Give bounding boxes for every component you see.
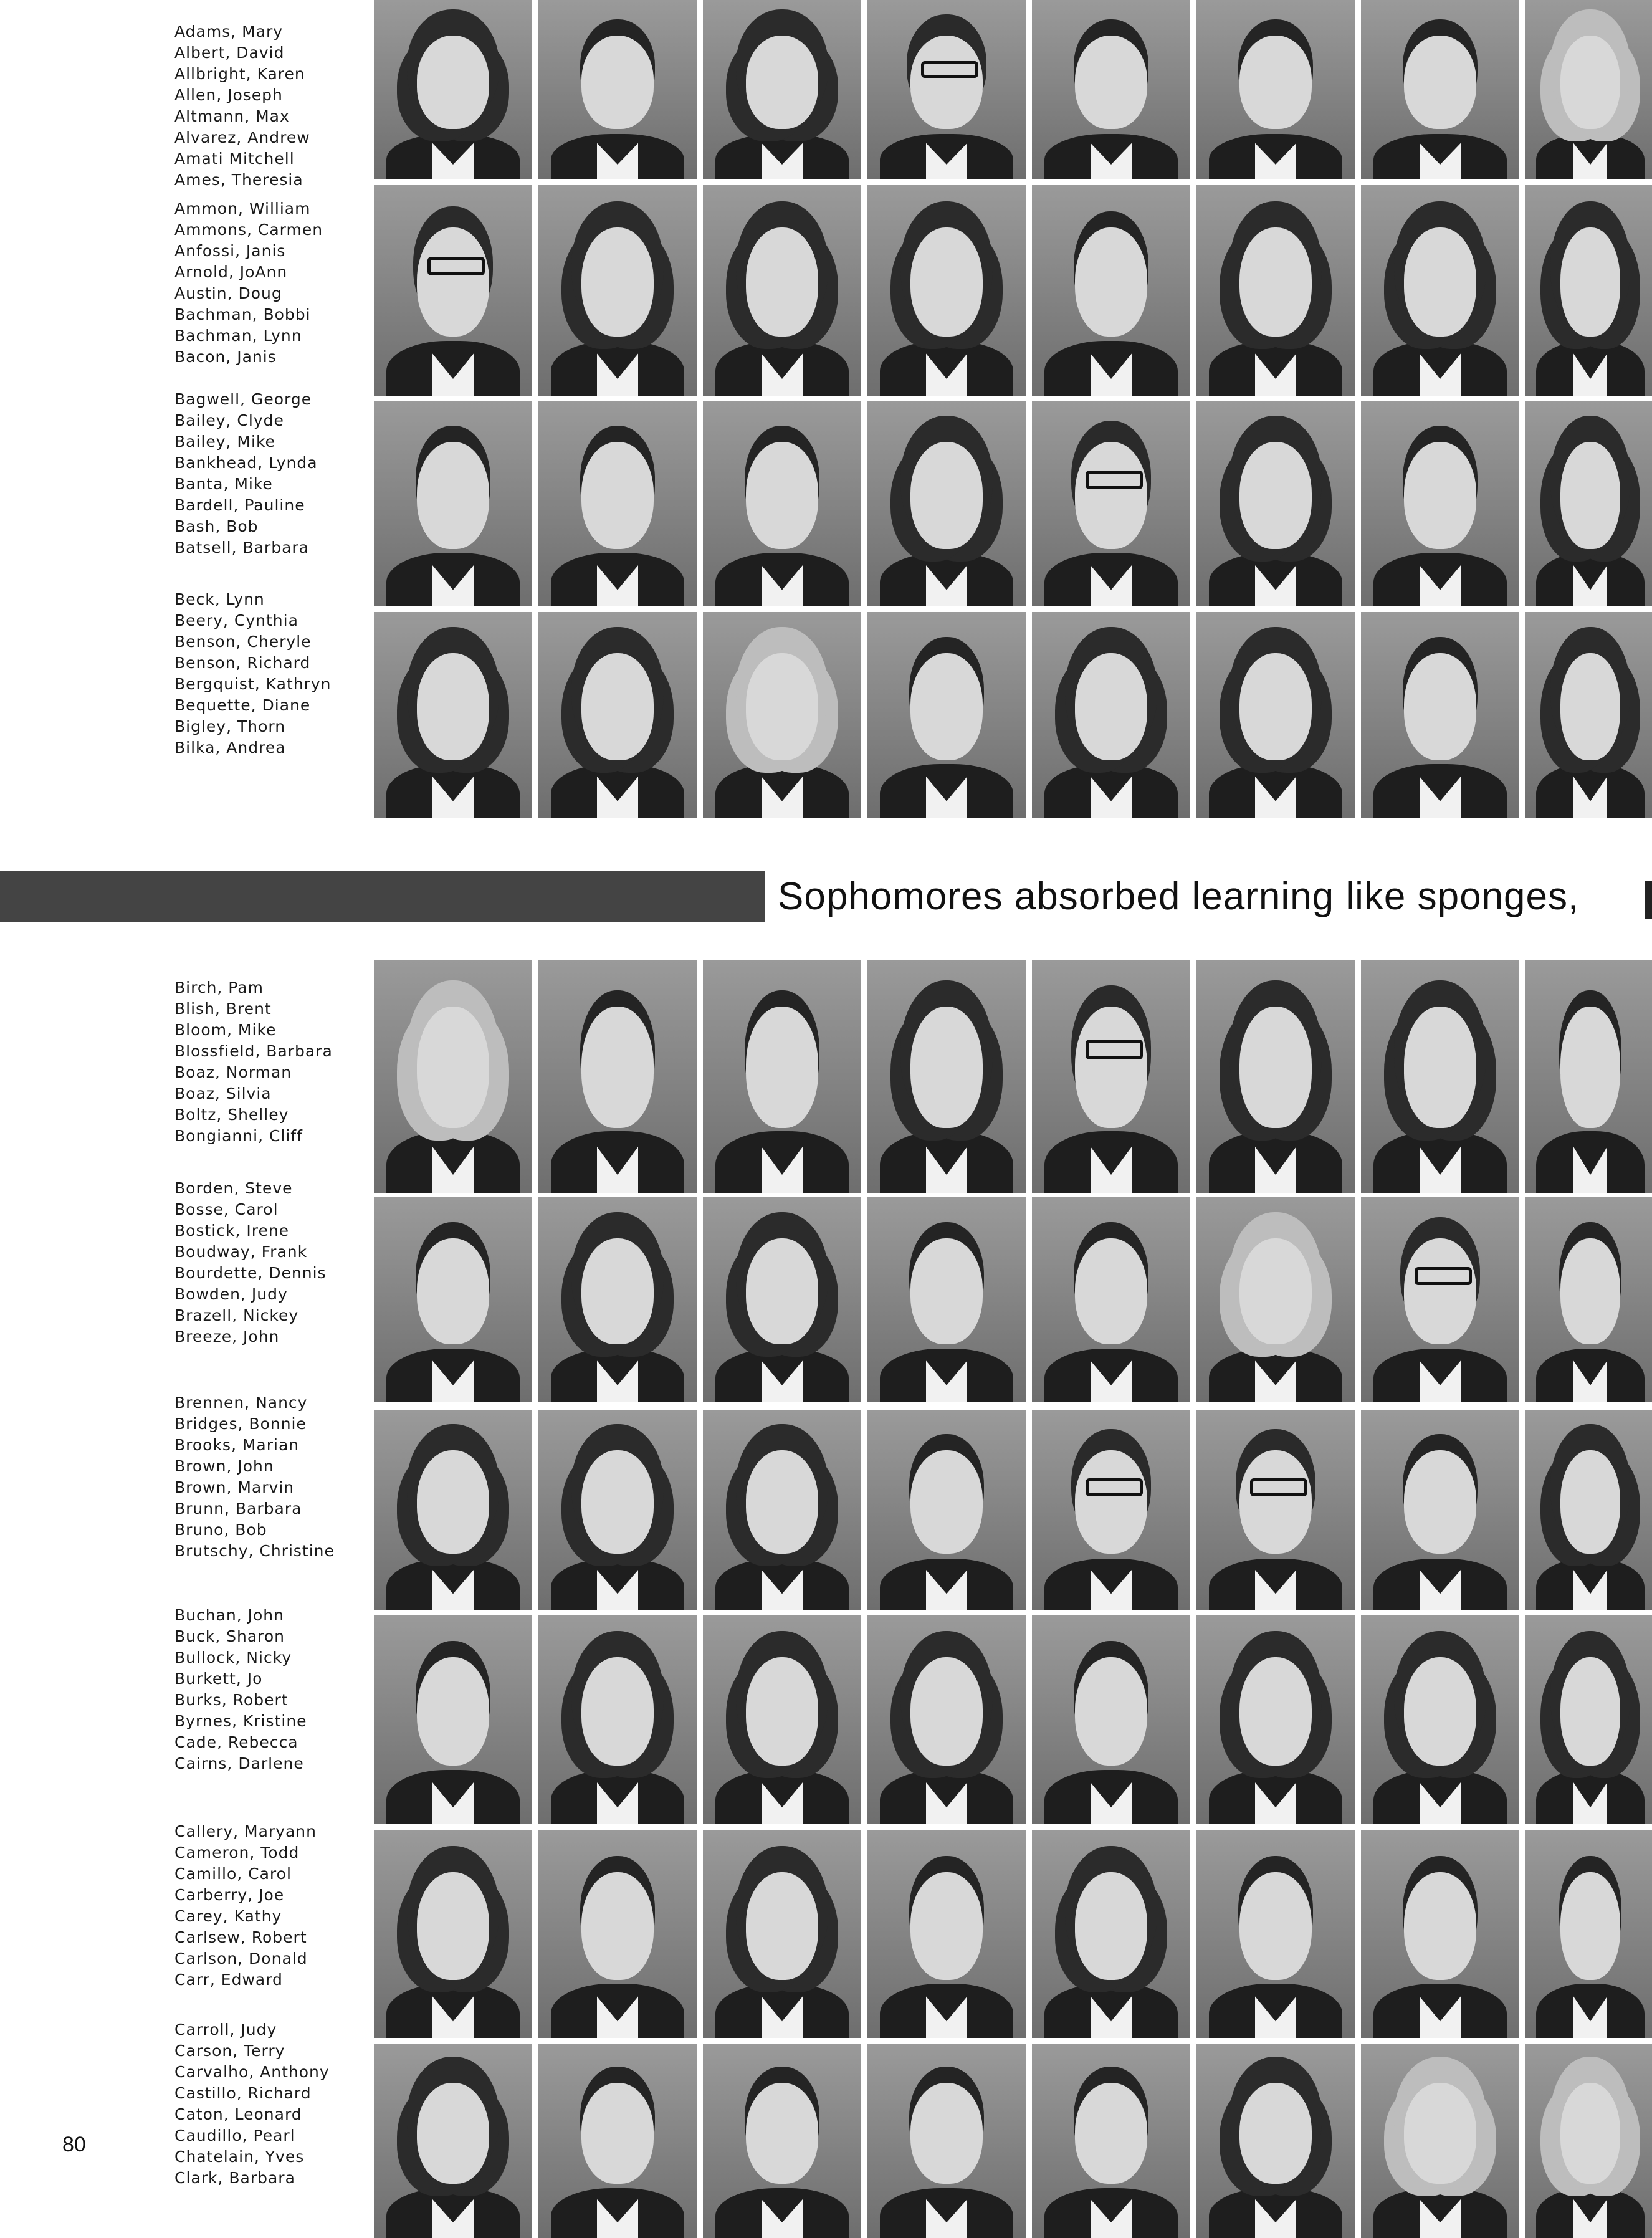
name-list — [174, 21, 361, 191]
student-portrait — [1361, 960, 1519, 1193]
student-portrait — [1361, 185, 1519, 396]
student-name: Bourdette, Dennis — [174, 1264, 327, 1282]
photo-row — [374, 401, 1652, 606]
student-name: Brutschy, Christine — [174, 1542, 335, 1560]
student-portrait — [1032, 612, 1190, 818]
student-portrait — [1032, 401, 1190, 606]
student-name: Carr, Edward — [174, 1971, 283, 1989]
student-portrait — [1525, 612, 1652, 818]
portrait-head — [1075, 442, 1148, 549]
photo-row — [374, 1410, 1652, 1610]
name-list — [174, 977, 361, 1147]
student-portrait — [703, 1830, 861, 2038]
headline-bar — [0, 871, 765, 922]
student-name: Allen, Joseph — [174, 86, 283, 104]
student-name: Bostick, Irene — [174, 1222, 290, 1240]
headline-edge-mark — [1645, 881, 1652, 919]
student-name: Austin, Doug — [174, 284, 282, 302]
portrait-head — [746, 227, 819, 337]
portrait-head — [746, 442, 819, 549]
student-portrait — [1361, 1197, 1519, 1402]
student-portrait — [538, 401, 697, 606]
portrait-head — [1075, 653, 1148, 760]
portrait-head — [910, 1450, 983, 1554]
student-portrait — [374, 1615, 532, 1824]
student-name: Benson, Cheryle — [174, 633, 312, 651]
student-portrait — [703, 1410, 861, 1610]
portrait-head — [417, 442, 490, 549]
student-portrait — [1196, 2044, 1355, 2238]
portrait-head — [910, 653, 983, 760]
student-name: Burkett, Jo — [174, 1670, 263, 1688]
student-name: Bash, Bob — [174, 517, 259, 535]
student-name: Bequette, Diane — [174, 696, 311, 714]
student-portrait — [867, 1830, 1026, 2038]
portrait-head — [581, 442, 654, 549]
student-name: Camillo, Carol — [174, 1865, 292, 1883]
student-name: Brunn, Barbara — [174, 1499, 302, 1518]
portrait-head — [910, 2083, 983, 2184]
student-name: Bardell, Pauline — [174, 496, 305, 514]
portrait-head — [1239, 442, 1312, 549]
student-name: Castillo, Richard — [174, 2084, 312, 2102]
student-name: Ammon, William — [174, 199, 311, 218]
student-portrait — [867, 185, 1026, 396]
student-name: Blossfield, Barbara — [174, 1042, 333, 1060]
photo-row — [374, 2044, 1652, 2238]
student-name: Brown, John — [174, 1457, 274, 1475]
student-portrait — [867, 401, 1026, 606]
portrait-head — [417, 1007, 490, 1128]
portrait-head — [1404, 442, 1477, 549]
student-portrait — [703, 185, 861, 396]
portrait-head — [1560, 653, 1620, 760]
name-list — [174, 389, 361, 558]
portrait-head — [1560, 1450, 1620, 1554]
student-portrait — [867, 1197, 1026, 1402]
student-portrait — [374, 185, 532, 396]
student-name: Bowden, Judy — [174, 1285, 288, 1303]
portrait-head — [1404, 1872, 1477, 1980]
portrait-head — [1404, 1450, 1477, 1554]
student-name: Borden, Steve — [174, 1179, 293, 1197]
student-name: Bagwell, George — [174, 390, 312, 408]
student-portrait — [867, 2044, 1026, 2238]
portrait-head — [1239, 1007, 1312, 1128]
student-portrait — [1196, 960, 1355, 1193]
portrait-head — [746, 2083, 819, 2184]
student-name: Ammons, Carmen — [174, 221, 323, 239]
portrait-head — [1404, 1238, 1477, 1345]
student-portrait — [1196, 1410, 1355, 1610]
student-portrait — [1196, 1615, 1355, 1824]
student-portrait — [1361, 612, 1519, 818]
student-portrait — [538, 1830, 697, 2038]
student-portrait — [1525, 0, 1652, 179]
student-name: Buck, Sharon — [174, 1627, 285, 1645]
student-portrait — [1032, 2044, 1190, 2238]
student-name: Carroll, Judy — [174, 2020, 277, 2039]
student-name: Chatelain, Yves — [174, 2148, 305, 2166]
student-name: Bailey, Clyde — [174, 411, 284, 429]
student-name: Anfossi, Janis — [174, 242, 286, 260]
student-portrait — [867, 1615, 1026, 1824]
student-name: Beery, Cynthia — [174, 611, 298, 629]
portrait-head — [910, 442, 983, 549]
portrait-head — [746, 1872, 819, 1980]
student-name: Carberry, Joe — [174, 1886, 285, 1904]
portrait-head — [1239, 227, 1312, 337]
student-name: Bruno, Bob — [174, 1521, 267, 1539]
student-name: Brennen, Nancy — [174, 1394, 308, 1412]
portrait-head — [417, 1872, 490, 1980]
student-portrait — [374, 1830, 532, 2038]
portrait-head — [1560, 2083, 1620, 2184]
portrait-head — [746, 1238, 819, 1345]
student-name: Bailey, Mike — [174, 433, 275, 451]
student-portrait — [1525, 185, 1652, 396]
student-portrait — [1361, 0, 1519, 179]
portrait-head — [1560, 1007, 1620, 1128]
student-portrait — [374, 401, 532, 606]
student-name: Cade, Rebecca — [174, 1733, 298, 1751]
name-list — [174, 1821, 361, 1991]
portrait-head — [417, 227, 490, 337]
photo-row — [374, 185, 1652, 396]
portrait-head — [1239, 36, 1312, 128]
student-portrait — [703, 1197, 861, 1402]
student-name: Carlson, Donald — [174, 1949, 308, 1968]
student-name: Arnold, JoAnn — [174, 263, 288, 281]
student-name: Bilka, Andrea — [174, 739, 286, 757]
student-portrait — [538, 1410, 697, 1610]
student-name: Benson, Richard — [174, 654, 311, 672]
student-name: Brown, Marvin — [174, 1478, 295, 1496]
portrait-head — [1404, 653, 1477, 760]
student-name: Bongianni, Cliff — [174, 1127, 303, 1145]
student-portrait — [538, 612, 697, 818]
student-portrait — [374, 1410, 532, 1610]
student-portrait — [1196, 401, 1355, 606]
student-name: Albert, David — [174, 44, 285, 62]
student-portrait — [1032, 960, 1190, 1193]
student-portrait — [538, 2044, 697, 2238]
portrait-head — [417, 1238, 490, 1345]
student-portrait — [1361, 1830, 1519, 2038]
photo-row — [374, 0, 1652, 179]
student-portrait — [703, 960, 861, 1193]
student-name: Bachman, Lynn — [174, 327, 302, 345]
student-name: Bloom, Mike — [174, 1021, 277, 1039]
photo-row — [374, 1197, 1652, 1402]
portrait-head — [910, 227, 983, 337]
student-portrait — [1196, 612, 1355, 818]
headline: Sophomores absorbed learning like sponges, — [778, 875, 1580, 918]
student-name: Banta, Mike — [174, 475, 273, 493]
photo-row — [374, 1615, 1652, 1824]
student-name: Boudway, Frank — [174, 1243, 308, 1261]
student-name: Byrnes, Kristine — [174, 1712, 307, 1730]
student-portrait — [538, 1615, 697, 1824]
portrait-head — [1560, 227, 1620, 337]
portrait-head — [1404, 1657, 1477, 1766]
student-portrait — [703, 2044, 861, 2238]
student-portrait — [1525, 1197, 1652, 1402]
student-name: Carey, Kathy — [174, 1907, 282, 1925]
portrait-head — [1560, 1872, 1620, 1980]
student-portrait — [1196, 185, 1355, 396]
portrait-head — [1404, 2083, 1477, 2184]
name-list — [174, 1392, 361, 1562]
portrait-head — [1239, 653, 1312, 760]
student-portrait — [1525, 1615, 1652, 1824]
student-name: Breeze, John — [174, 1327, 280, 1346]
student-portrait — [1361, 401, 1519, 606]
student-portrait — [374, 1197, 532, 1402]
student-name: Bankhead, Lynda — [174, 454, 318, 472]
student-name: Cairns, Darlene — [174, 1754, 304, 1772]
student-name: Batsell, Barbara — [174, 538, 309, 557]
student-name: Caton, Leonard — [174, 2105, 302, 2123]
name-list — [174, 1605, 361, 1774]
student-portrait — [1032, 1197, 1190, 1402]
portrait-head — [417, 36, 490, 128]
portrait-head — [910, 1007, 983, 1128]
portrait-head — [1404, 1007, 1477, 1128]
portrait-head — [1075, 1872, 1148, 1980]
portrait-head — [581, 2083, 654, 2184]
student-portrait — [1361, 1615, 1519, 1824]
student-portrait — [1196, 1830, 1355, 2038]
portrait-head — [1239, 1450, 1312, 1554]
portrait-head — [1404, 36, 1477, 128]
portrait-head — [1560, 1657, 1620, 1766]
student-portrait — [538, 185, 697, 396]
student-portrait — [538, 960, 697, 1193]
student-portrait — [374, 612, 532, 818]
portrait-head — [1075, 1450, 1148, 1554]
student-name: Blish, Brent — [174, 1000, 272, 1018]
portrait-head — [1560, 1238, 1620, 1345]
portrait-head — [1404, 227, 1477, 337]
student-name: Cameron, Todd — [174, 1843, 300, 1862]
student-name: Bosse, Carol — [174, 1200, 279, 1218]
student-portrait — [374, 960, 532, 1193]
portrait-head — [1239, 1872, 1312, 1980]
student-portrait — [1525, 2044, 1652, 2238]
student-portrait — [1525, 1410, 1652, 1610]
portrait-head — [1075, 1007, 1148, 1128]
student-portrait — [538, 1197, 697, 1402]
portrait-head — [746, 1007, 819, 1128]
photo-row — [374, 960, 1652, 1193]
portrait-head — [1239, 2083, 1312, 2184]
name-list — [174, 2019, 361, 2189]
portrait-head — [417, 1450, 490, 1554]
portrait-head — [910, 36, 983, 128]
student-name: Amati Mitchell — [174, 150, 295, 168]
portrait-head — [910, 1872, 983, 1980]
student-name: Bacon, Janis — [174, 348, 277, 366]
portrait-head — [417, 653, 490, 760]
portrait-head — [581, 1007, 654, 1128]
portrait-head — [1075, 1238, 1148, 1345]
student-portrait — [1525, 960, 1652, 1193]
student-portrait — [1361, 2044, 1519, 2238]
student-portrait — [1032, 1830, 1190, 2038]
portrait-head — [1239, 1238, 1312, 1345]
student-portrait — [1032, 185, 1190, 396]
student-name: Bigley, Thorn — [174, 717, 286, 735]
student-name: Beck, Lynn — [174, 590, 265, 608]
portrait-head — [417, 2083, 490, 2184]
portrait-head — [910, 1657, 983, 1766]
portrait-head — [1075, 36, 1148, 128]
student-name: Carson, Terry — [174, 2042, 285, 2060]
student-portrait — [1525, 401, 1652, 606]
portrait-head — [581, 36, 654, 128]
student-name: Alvarez, Andrew — [174, 128, 310, 146]
student-name: Brazell, Nickey — [174, 1306, 299, 1324]
student-name: Bullock, Nicky — [174, 1648, 292, 1667]
student-name: Callery, Maryann — [174, 1822, 317, 1840]
student-name: Caudillo, Pearl — [174, 2126, 295, 2145]
portrait-head — [1239, 1657, 1312, 1766]
portrait-head — [581, 1238, 654, 1345]
student-portrait — [374, 2044, 532, 2238]
student-portrait — [1032, 0, 1190, 179]
student-portrait — [867, 612, 1026, 818]
portrait-head — [746, 1657, 819, 1766]
student-name: Boaz, Silvia — [174, 1084, 272, 1102]
portrait-head — [1075, 227, 1148, 337]
student-portrait — [703, 612, 861, 818]
student-portrait — [703, 0, 861, 179]
student-name: Adams, Mary — [174, 22, 284, 41]
student-name: Bergquist, Kathryn — [174, 675, 332, 693]
page-number: 80 — [62, 2133, 86, 2156]
portrait-head — [1560, 36, 1620, 128]
portrait-head — [910, 1238, 983, 1345]
student-portrait — [1525, 1830, 1652, 2038]
student-name: Ames, Theresia — [174, 171, 303, 189]
student-portrait — [1032, 1615, 1190, 1824]
student-name: Boltz, Shelley — [174, 1106, 289, 1124]
student-name: Birch, Pam — [174, 978, 264, 997]
student-name: Brooks, Marian — [174, 1436, 300, 1454]
student-name: Boaz, Norman — [174, 1063, 292, 1081]
portrait-head — [581, 1657, 654, 1766]
student-name: Bachman, Bobbi — [174, 305, 311, 323]
portrait-head — [746, 653, 819, 760]
portrait-head — [581, 1872, 654, 1980]
student-portrait — [703, 1615, 861, 1824]
student-portrait — [1032, 1410, 1190, 1610]
student-portrait — [374, 0, 532, 179]
student-name: Bridges, Bonnie — [174, 1415, 307, 1433]
student-name: Carvalho, Anthony — [174, 2063, 330, 2081]
student-portrait — [1361, 1410, 1519, 1610]
student-name: Buchan, John — [174, 1606, 285, 1624]
student-portrait — [867, 0, 1026, 179]
portrait-head — [581, 1450, 654, 1554]
name-list — [174, 589, 361, 758]
portrait-head — [1075, 2083, 1148, 2184]
name-list — [174, 1178, 361, 1347]
student-portrait — [867, 1410, 1026, 1610]
student-portrait — [538, 0, 697, 179]
portrait-head — [746, 1450, 819, 1554]
portrait-head — [1560, 442, 1620, 549]
student-name: Burks, Robert — [174, 1691, 289, 1709]
student-name: Allbright, Karen — [174, 65, 305, 83]
portrait-head — [581, 227, 654, 337]
portrait-head — [581, 653, 654, 760]
student-portrait — [1196, 0, 1355, 179]
photo-row — [374, 612, 1652, 818]
student-portrait — [703, 401, 861, 606]
student-name: Clark, Barbara — [174, 2169, 295, 2187]
portrait-head — [746, 36, 819, 128]
portrait-head — [1075, 1657, 1148, 1766]
portrait-head — [417, 1657, 490, 1766]
student-portrait — [867, 960, 1026, 1193]
student-portrait — [1196, 1197, 1355, 1402]
photo-row — [374, 1830, 1652, 2038]
name-list — [174, 198, 361, 368]
student-name: Carlsew, Robert — [174, 1928, 307, 1946]
student-name: Altmann, Max — [174, 107, 290, 125]
